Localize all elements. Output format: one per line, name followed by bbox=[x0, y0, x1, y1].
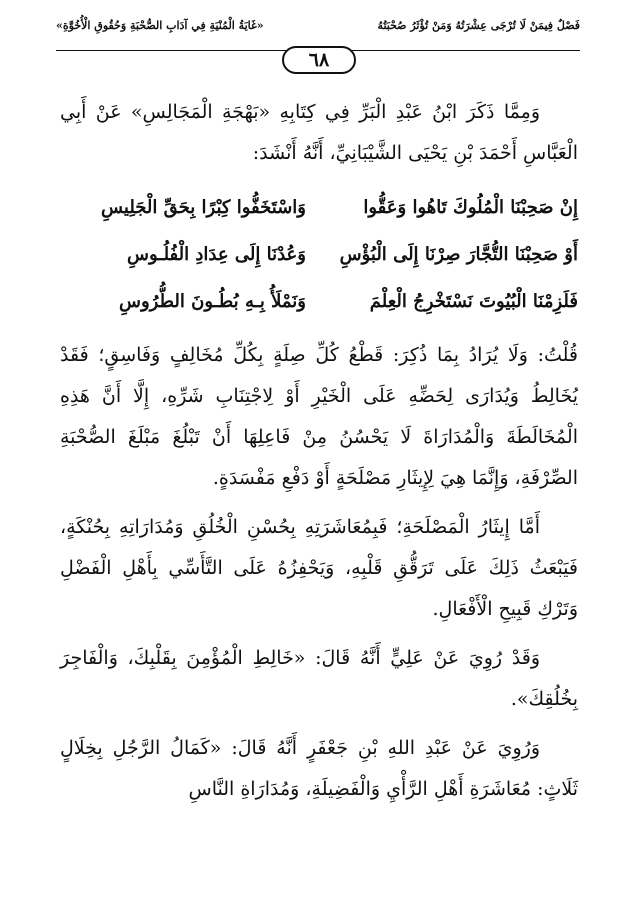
verse-second-hemistich: وَعُدْنَا إِلَى عِدَادِ الْفُلُـوسِ bbox=[127, 244, 306, 265]
paragraph-benefit: أَمَّا إِيثَارُ الْمَصْلَحَةِ؛ فَبِمُعَاشَرَتِهِ بِحُسْنِ الْخُلُقِ وَمُدَارَاتِهِ بِحُنْكَةٍ، فَيَبْعَثُ ذَلِكَ عَلَى تَرَقُّقِ قَلْبِهِ، وَيَحْفِزُهُ عَلَى التَّأَسِّي بِأَهْلِ الْفَضْلِ وَتَرْكِ قَبِيحِ الْأَفْعَالِ. bbox=[60, 516, 578, 620]
poem-verses bbox=[60, 184, 578, 325]
paragraph-ali-quote: وَقَدْ رُوِيَ عَنْ عَلِيٍّ أَنَّهُ قَالَ: «خَالِطِ الْمُؤْمِنَ بِقَلْبِكَ، وَالْفَاجِرَ بِخُلُقِكَ». bbox=[60, 647, 578, 710]
body-text bbox=[60, 92, 578, 810]
verse-first-hemistich: فَلَزِمْنَا الْبُيُوتَ نَسْتَخْرِجُ الْعِلْمَ bbox=[369, 291, 578, 312]
running-head-book-title: «غَايَةُ الْمُنْيَةِ فِي آدَابِ الصُّحْبَةِ وَحُقُوقِ الْأُخُوَّةِ» bbox=[56, 19, 264, 32]
paragraph-gap bbox=[60, 499, 578, 507]
paragraph-gap bbox=[60, 630, 578, 638]
paragraph-jafar-quote: وَرُوِيَ عَنْ عَبْدِ اللهِ بْنِ جَعْفَرٍ أَنَّهُ قَالَ: «كَمَالُ الرَّجُلِ بِخِلَالٍ ثَلَاثٍ: مُعَاشَرَةِ أَهْلِ الرَّأْيِ وَالْفَضِيلَةِ، وَمُدَارَاةِ النَّاسِ bbox=[60, 737, 578, 800]
running-head bbox=[56, 6, 580, 46]
paragraph-intro: وَمِمَّا ذَكَرَ ابْنُ عَبْدِ الْبَرِّ فِي كِتَابِهِ «بَهْجَةِ الْمَجَالِسِ» عَنْ أَبِي الْعَبَّاسِ أَحْمَدَ بْنِ يَحْيَى الشَّيْبَانِيِّ، أَنَّهُ أَنْشَدَ: bbox=[60, 101, 578, 164]
verse-second-hemistich: وَاسْتَخَفُّوا كِبْرًا بِحَقِّ الْجَلِيسِ bbox=[100, 197, 306, 218]
verse-line bbox=[60, 184, 578, 231]
verse-line bbox=[60, 231, 578, 278]
verse-second-hemistich: وَنَمْلَأُ بِـهِ بُطُـونَ الطُّرُوسِ bbox=[119, 291, 306, 312]
page-number: ٦٨ bbox=[282, 46, 356, 74]
paragraph-commentary: قُلْتُ: وَلَا يُرَادُ بِمَا ذُكِرَ: قَطْعُ كُلِّ صِلَةٍ بِكُلِّ مُخَالِفٍ وَفَاسِقٍ؛ فَقَدْ يُخَالِطُ وَيُدَارَى لِحَضِّهِ عَلَى الْخَيْرِ أَوْ لِاجْتِنَابِ شَرِّهِ، إِلَّا أَنَّ هَذِهِ الْمُخَالَطَةَ وَالْمُدَارَاةَ لَا يَحْسُنُ مِنْ فَاعِلِهَا أَنْ تَبْلُغَ مَبْلَغَ الصُّحْبَةِ الصِّرْفَةِ، وَإِنَّمَا هِيَ لِإِيثَارِ مَصْلَحَةٍ أَوْ دَفْعِ مَفْسَدَةٍ. bbox=[60, 344, 578, 489]
verse-first-hemistich: أَوْ صَحِبْنَا التُّجَّارَ صِرْنَا إِلَى الْبُؤْسِ bbox=[339, 244, 578, 265]
verse-line bbox=[60, 278, 578, 325]
running-head-chapter: فَصْلٌ فِيمَنْ لَا تُرْجَى عِشْرَتُهُ وَمَنْ تُؤْثَرُ صُحْبَتُهُ bbox=[377, 19, 580, 32]
verse-first-hemistich: إِنْ صَحِبْنَا الْمُلُوكَ تَاهُوا وَعَقُّوا bbox=[363, 197, 578, 218]
paragraph-gap bbox=[60, 720, 578, 728]
